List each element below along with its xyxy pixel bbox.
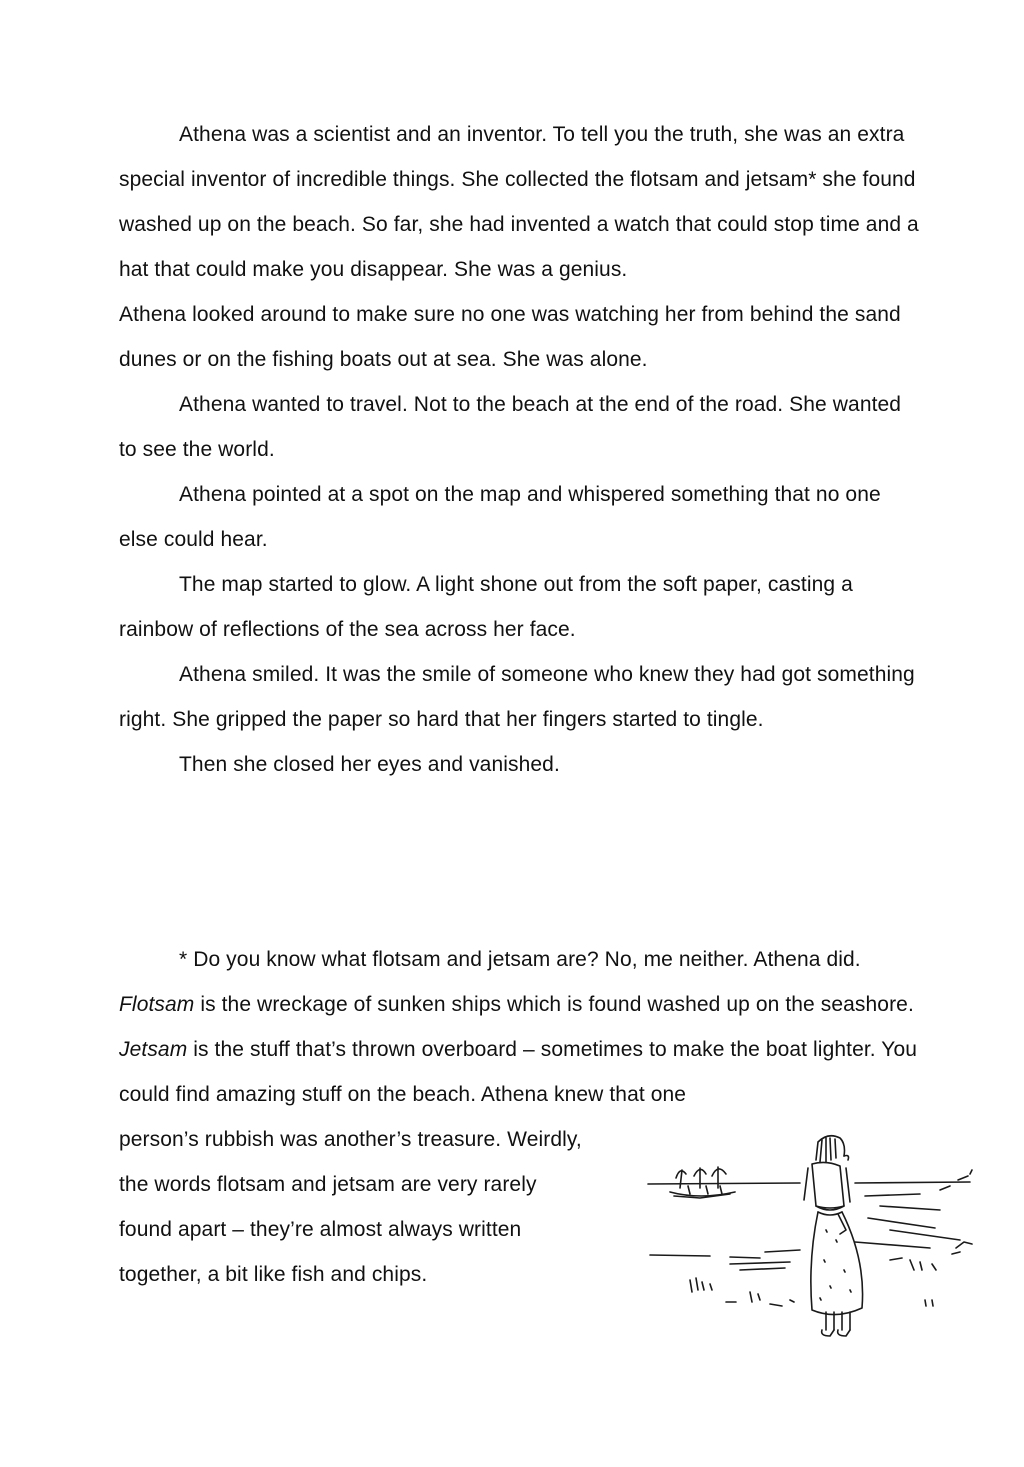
paragraph-6: Athena smiled. It was the smile of someone who knew they had got something right. She gripped the paper so hard that her fingers started to tingle. (119, 663, 915, 731)
sea-spray (940, 1170, 972, 1190)
footnote-main (119, 937, 919, 1117)
paragraph-5: The map started to glow. A light shone out from the soft paper, casting a rainbow of reflections of the sea across her face. (119, 573, 853, 641)
girl-looking-at-sea-illustration (640, 1130, 980, 1345)
footnote-line: found apart – they’re almost always written (119, 1218, 522, 1241)
footnote-term-jetsam: Jetsam (119, 1038, 188, 1061)
footnote-definition-flotsam: is the wreckage of sunken ships which is found washed up on the seashore. (194, 993, 914, 1016)
shore-lines (650, 1250, 800, 1270)
paragraph-4: Athena pointed at a spot on the map and whispered something that no one else could hear. (119, 483, 881, 551)
girl-icon (804, 1136, 863, 1336)
paragraph-2: Athena looked around to make sure no one was watching her from behind the sand dunes or on the fishing boats out at sea. She was alone. (119, 303, 901, 371)
footnote-continued (119, 1117, 639, 1297)
paragraph-7: Then she closed her eyes and vanished. (179, 753, 560, 776)
sea-lines (855, 1194, 960, 1248)
footnote-line: the words flotsam and jetsam are very rarely (119, 1173, 537, 1196)
boats-icon (670, 1167, 735, 1198)
paragraph-3: Athena wanted to travel. Not to the beach at the end of the road. She wanted to see the world. (119, 393, 902, 461)
sketch-drawing (640, 1130, 980, 1345)
paragraph-1: Athena was a scientist and an inventor. To tell you the truth, she was an extra special inventor of incredible things. She collected the flotsam and jetsam* she found washed up on the beach. So far, she had invented a watch that could stop time and a hat that could make you disappear. She was a genius. (119, 123, 919, 281)
footnote-intro: * Do you know what flotsam and jetsam are? No, me neither. Athena did. (179, 948, 861, 971)
horizon-line (648, 1182, 970, 1184)
grass-marks (690, 1278, 712, 1292)
footnote-line: together, a bit like fish and chips. (119, 1263, 428, 1286)
story-text (119, 112, 919, 787)
footnote-definition-jetsam: is the stuff that’s thrown overboard – sometimes to make the boat lighter. You could find amazing stuff on the beach. Athena knew that one (119, 1038, 918, 1106)
footnote-line: person’s rubbish was another’s treasure. Weirdly, (119, 1128, 582, 1151)
footnote-term-flotsam: Flotsam (119, 993, 195, 1016)
